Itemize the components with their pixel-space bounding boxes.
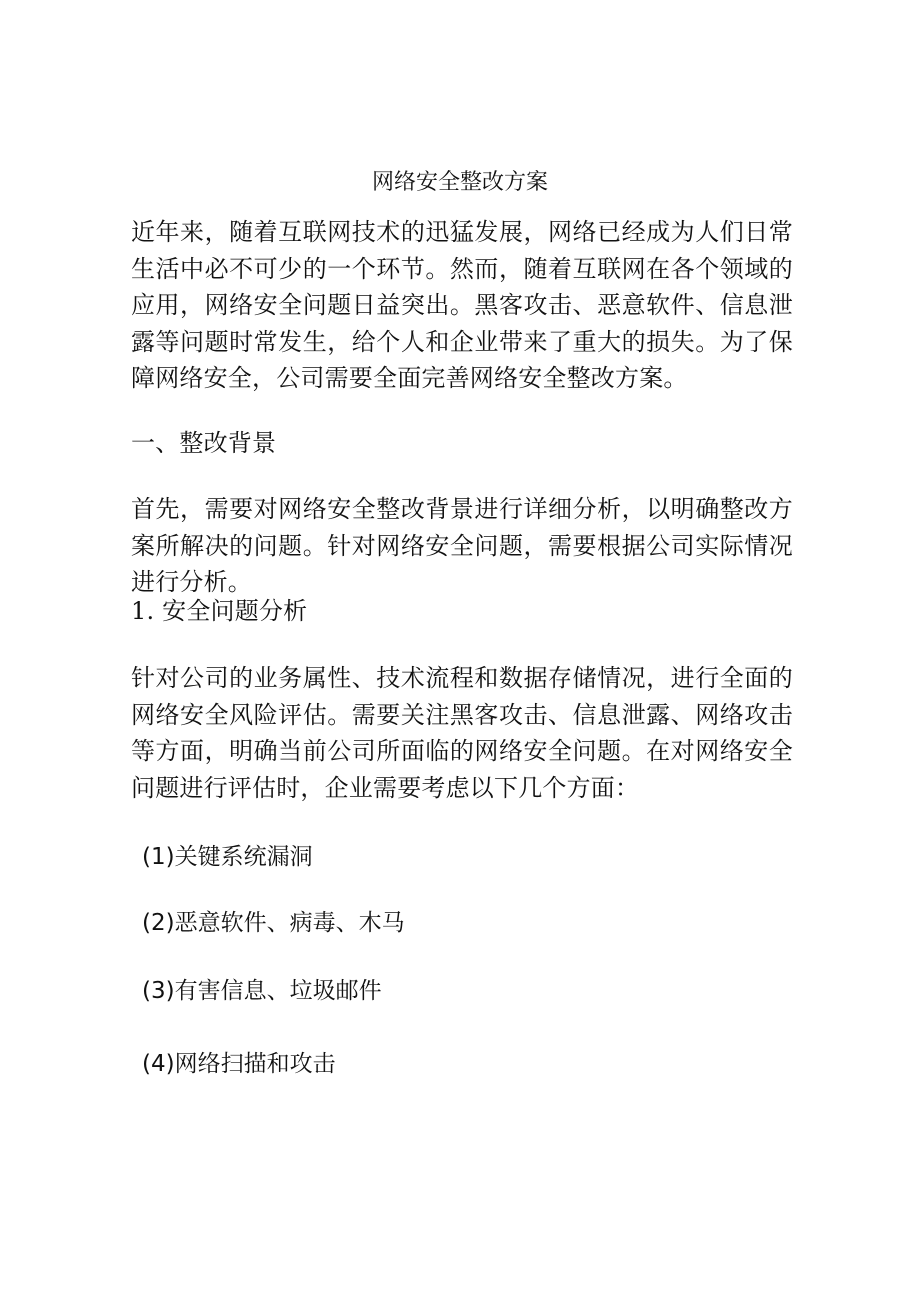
intro-paragraph: 近年来，随着互联网技术的迅猛发展，网络已经成为人们日常生活中必不可少的一个环节。然而，随着互联网在各个领域的应用，网络安全问题日益突出。黑客攻击、恶意软件、信息泄露等问题时常发生，给个人和企业带来了重大的损失。为了保障网络安全，公司需要全面完善网络安全整改方案。 (131, 218, 793, 392)
list-item: (1)关键系统漏洞 (142, 844, 313, 870)
background-paragraph: 首先，需要对网络安全整改背景进行详细分析，以明确整改方案所解决的问题。针对网络安全问题，需要根据公司实际情况进行分析。 (131, 495, 793, 596)
document-title: 网络安全整改方案 (371, 170, 548, 195)
subsection-heading: 1. 安全问题分析 (131, 597, 308, 625)
list-item: (3)有害信息、垃圾邮件 (142, 978, 382, 1004)
list-item: (4)网络扫描和攻击 (142, 1051, 336, 1077)
section-heading: 一、整改背景 (131, 429, 277, 457)
list-item: (2)恶意软件、病毒、木马 (142, 910, 405, 936)
analysis-paragraph: 针对公司的业务属性、技术流程和数据存储情况，进行全面的网络安全风险评估。需要关注黑客攻击、信息泄露、网络攻击等方面，明确当前公司所面临的网络安全问题。在对网络安全问题进行评估时，企业需要考虑以下几个方面： (131, 664, 793, 802)
